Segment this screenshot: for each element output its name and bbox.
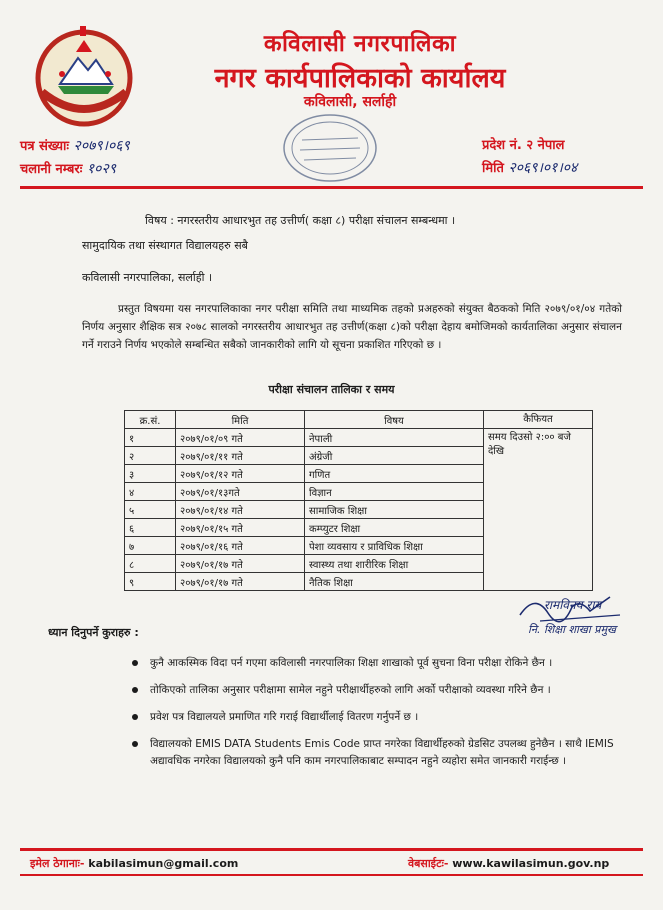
- row-date: २०७९/०१/१७ गते: [176, 555, 305, 573]
- website-value[interactable]: www.kawilasimun.gov.np: [452, 857, 610, 870]
- list-item: विद्यालयको EMIS DATA Students Emis Code प्राप्त नगरेका विद्यार्थीहरुको ग्रेडसिट उपलब्ध हुनेछैन । साथै IEMIS अद्यावधिक नगरेका विद्यालयको कुनै पनि काम नगरपालिकाबाट सम्पादन नहुने व्यहोरा समेत जानकारी गराईन्छ ।: [150, 736, 620, 770]
- municipality-name: कविलासी नगरपालिका: [263, 31, 457, 57]
- office-address: कविलासी, सर्लाही: [303, 94, 397, 110]
- signatory-name: रामविनय राय: [544, 598, 602, 612]
- column-header-remark: कैफियत: [484, 411, 593, 429]
- row-sn: ६: [125, 519, 176, 537]
- row-date: २०७९/०१/११ गते: [176, 447, 305, 465]
- footer-bottom-rule: [20, 874, 643, 876]
- row-date: २०७९/०१/१४ गते: [176, 501, 305, 519]
- row-subject: नैतिक शिक्षा: [305, 573, 484, 591]
- row-date: २०७९/०१/१६ गते: [176, 537, 305, 555]
- row-sn: ८: [125, 555, 176, 573]
- addressee-line-1: सामुदायिक तथा संस्थागत विद्यालयहरु सबै: [82, 239, 248, 252]
- footer-website: [408, 856, 609, 871]
- remark-text: समय दिउसो २:०० बजे देखि: [488, 432, 571, 457]
- email-value[interactable]: kabilasimun@gmail.com: [88, 857, 239, 870]
- row-date: २०७९/०१/१३गते: [176, 483, 305, 501]
- row-remark: [484, 429, 593, 591]
- signatory-title: नि. शिक्षा शाखा प्रमुख: [528, 623, 617, 636]
- dispatch-number-line: [20, 158, 130, 181]
- date-label: मिति: [482, 161, 504, 176]
- row-sn: २: [125, 447, 176, 465]
- schedule-title: परीक्षा संचालन तालिका र समय: [268, 383, 395, 396]
- email-label: इमेल ठेगानाः-: [30, 857, 85, 870]
- notes-heading: ध्यान दिनुपर्ने कुराहरु :: [48, 626, 139, 639]
- row-date: २०७९/०१/१५ गते: [176, 519, 305, 537]
- header-divider: [20, 186, 643, 189]
- footer-email: [30, 856, 238, 871]
- letter-subject: विषय : नगरस्तरीय आधारभुत तह उत्तीर्ण( कक्षा ८) परीक्षा संचालन सम्बन्धमा ।: [145, 214, 456, 227]
- notes-list: [150, 655, 620, 780]
- reference-label: पत्र संख्याः: [20, 139, 70, 154]
- row-subject: विज्ञान: [305, 483, 484, 501]
- row-subject: कम्प्युटर शिक्षा: [305, 519, 484, 537]
- date-value: २०६९।०१।०४: [508, 160, 578, 176]
- row-sn: ४: [125, 483, 176, 501]
- footer-divider: [20, 848, 643, 851]
- row-subject: नेपाली: [305, 429, 484, 447]
- row-sn: १: [125, 429, 176, 447]
- dispatch-value: १०२९: [86, 161, 117, 177]
- row-subject: सामाजिक शिक्षा: [305, 501, 484, 519]
- office-seal-stamp: [280, 110, 380, 185]
- list-item: कुनै आकस्मिक विदा पर्न गएमा कविलासी नगरपालिका शिक्षा शाखाको पूर्व सुचना विना परीक्षा रोकिने छैन ।: [150, 655, 620, 672]
- row-subject: गणित: [305, 465, 484, 483]
- list-item: प्रवेश पत्र विद्यालयले प्रमाणित गरि गराई विद्यार्थीलाई वितरण गर्नुपर्ने छ ।: [150, 709, 620, 726]
- row-sn: ७: [125, 537, 176, 555]
- reference-number-line: [20, 135, 130, 158]
- column-header-date: मिति: [176, 411, 305, 429]
- province-date-block: [482, 135, 577, 180]
- date-line: [482, 157, 577, 180]
- letter-body: प्रस्तुत विषयमा यस नगरपालिकाका नगर परीक्षा समिति तथा माध्यमिक तहको प्रअहरुको संयुक्त बैठकको मिति २०७९/०१/०४ गतेको निर्णय अनुसार शैक्षिक सत्र २०७८ सालको नगरस्तरीय आधारभुत तह उत्तीर्ण(कक्षा ८)को परीक्षा देहाय बमोजिमको कार्यतालिका अनुसार संचालन गर्ने गराउने निर्णय भएकोले सम्बन्धित सबैको जानकारीको लागि यो सूचना प्रकाशित गरिएको छ ।: [82, 303, 622, 351]
- row-date: २०७९/०१/१७ गते: [176, 573, 305, 591]
- table-row: [125, 429, 593, 447]
- row-sn: ५: [125, 501, 176, 519]
- row-sn: ३: [125, 465, 176, 483]
- row-subject: स्वास्थ्य तथा शारीरिक शिक्षा: [305, 555, 484, 573]
- reference-block: [20, 135, 130, 181]
- row-subject: पेशा व्यवसाय र प्राविधिक शिक्षा: [305, 537, 484, 555]
- table-header-row: [125, 411, 593, 429]
- row-sn: ९: [125, 573, 176, 591]
- dispatch-label: चलानी नम्बरः: [20, 162, 83, 177]
- list-item: तोकिएको तालिका अनुसार परीक्षामा सामेल नहुने परीक्षार्थीहरुको लागि अर्को परीक्षाको व्यवस्था गरिने छैन ।: [150, 682, 620, 699]
- row-subject: अंग्रेजी: [305, 447, 484, 465]
- website-label: वेबसाईटः-: [408, 857, 449, 870]
- row-date: २०७९/०१/१२ गते: [176, 465, 305, 483]
- column-header-subject: विषय: [305, 411, 484, 429]
- office-name: नगर कार्यपालिकाको कार्यालय: [214, 63, 506, 94]
- province-label: प्रदेश नं. २ नेपाल: [482, 138, 565, 153]
- addressee-line-2: कविलासी नगरपालिका, सर्लाही ।: [82, 271, 213, 284]
- nepal-emblem-icon: [30, 22, 138, 130]
- column-header-sn: क्र.सं.: [125, 411, 176, 429]
- row-date: २०७९/०१/०९ गते: [176, 429, 305, 447]
- reference-value: २०७९।०६९: [73, 138, 130, 154]
- exam-schedule-table: [124, 410, 593, 591]
